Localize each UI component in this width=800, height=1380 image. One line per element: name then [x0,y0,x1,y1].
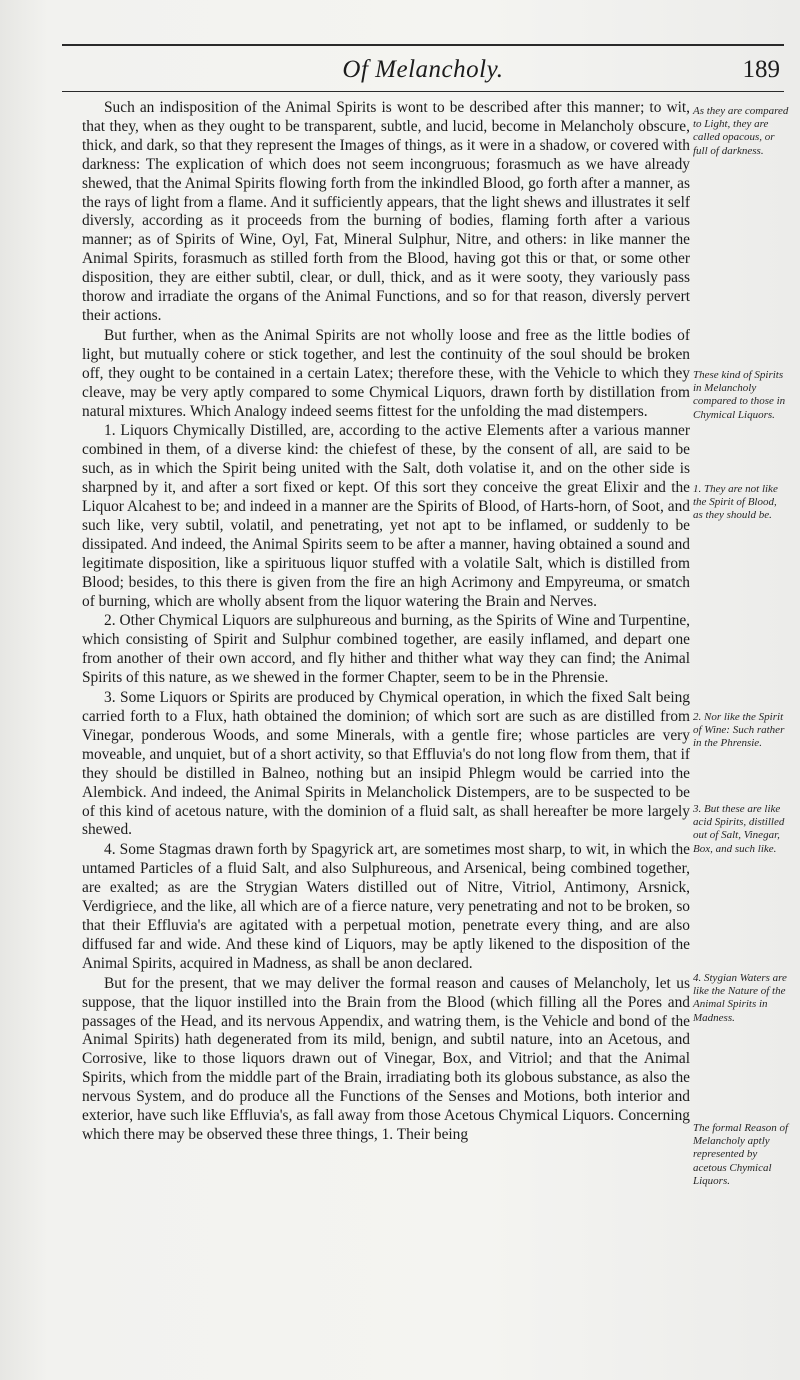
margin-note: 1. They are not like the Spirit of Blood, as they should be. [693,483,778,522]
margin-note: These kind of Spirits in Melancholy compared to those in Chymical Liquors. [693,369,786,421]
paragraph-latex: But further, when as the Animal Spirits are not wholly loose and free as the little bodies of light, but mutually cohere or stick together, and lest the continuity of the soul should be broken off, they ought to be contained in a certain Latex; therefore these, with the Vehicle to which they cleave, may be very aptly compared to some Chymical Liquors, drawn forth by distillation from natural mixtures. Which Analogy indeed seems fittest for the unfolding the mad distempers. [82,326,690,420]
margin-note: The formal Reason of Melancholy aptly represented by acetous Chymical Liquors. [693,1122,789,1187]
margin-note: 2. Nor like the Spirit of Wine: Such rather in the Phrensie. [693,711,785,750]
page-number: 189 [742,56,780,83]
margin-note: 3. But these are like acid Spirits, distilled out of Salt, Vinegar, Box, and such like. [693,803,785,855]
paragraph-formal-reason: But for the present, that we may deliver the formal reason and causes of Melancholy, let us suppose, that the liquor instilled into the Brain from the Blood (which filling all the Pores and passages of the Head, and its nervous Appendix, and watring them, is the Vehicle and bond of the Animal Spirits) hath degenerated from its mild, benign, and subtil nature, into an Acetous, and Corrosive, like to those liquors drawn out of Vinegar, Box, and Vitriol; and that the Animal Spirits, which from the middle part of the Brain, irradiating both its globous substance, as also the nervous System, and do produce all the Functions of the Senses and Motions, both interior and exterior, have such like Effluvia's, as fall away from those Acetous Chymical Liquors. Concerning which there may be observed these three things, 1. Their being [82,974,690,1143]
running-title: Of Melancholy. [342,56,504,83]
margin-note: As they are compared to Light, they are called opacous, or full of darkness. [693,105,789,157]
margin-note: 4. Stygian Waters are like the Nature of the Animal Spirits in Madness. [693,972,787,1024]
page-header [62,50,784,90]
top-border-rule [62,44,784,46]
main-text-column [82,99,690,1145]
header-rule [62,91,784,92]
paragraph-item-4: 4. Some Stagmas drawn forth by Spagyrick art, are sometimes most sharp, to wit, in which the untamed Particles of a fluid Salt, and also Sulphureous, and Arsenical, being combined together, are exalted; as are the Strygian Waters distilled out of Nitre, Vitriol, Antimony, Arsnick, Verdigriece, and the like, all which are of a fierce nature, very penetrating and not to be broken, so that their Effluvia's are agitated with a perpetual motion, penetrate every thing, and are also diffused far and wide. And these kind of Liquors, may be aptly likened to the disposition of the Animal Spirits, acquired in Madness, as shall be anon declared. [82,841,690,972]
paragraph-item-3: 3. Some Liquors or Spirits are produced by Chymical operation, in which the fixed Salt being carried forth to a Flux, hath obtained the dominion; of which sort are such as are distilled from Vinegar, ponderous Woods, and some Minerals, with a gentle fire; whose particles are very moveable, and unquiet, but of a short activity, so that Effluvia's do not long flow from them, that if they should be distilled in Balneo, nothing but an insipid Phlegm would be carried into the Alembick. And indeed, the Animal Spirits in Melancholick Distempers, are to be suspected to be of this kind of acetous nature, with the dominion of a fluid salt, as shall hereafter be more largely shewed. [82,689,690,839]
paragraph-item-2: 2. Other Chymical Liquors are sulphureous and burning, as the Spirits of Wine and Turpentine, which consisting of Spirit and Sulphur combined together, are easily inflamed, and depart one from another of their own accord, and fly hither and thither what way they can find; the Animal Spirits of this nature, as we shewed in the former Chapter, seem to be in the Phrensie. [82,612,690,687]
paragraph-intro: Such an indisposition of the Animal Spirits is wont to be described after this manner; to wit, that they, when as they ought to be transparent, subtle, and lucid, become in Melancholy obscure, thick, and dark, so that they represent the Images of things, as it were in a shadow, or covered with darkness: The explication of which does not seem incongruous; forasmuch as we have already shewed, that the Animal Spirits flowing forth from the inkindled Blood, go forth after a manner, as the rays of light from a flame. And it sufficiently appears, that the light shews and illustrates it self diversly, according as it proceeds from the burning of bodies, flaming forth after a various manner; as of Spirits of Wine, Oyl, Fat, Mineral Sulphur, Nitre, and others: in like manner the Animal Spirits, forasmuch as stilled forth from the Blood, having got this or that, or some other disposition, they are either subtil, clear, or dull, thick, and as it were sooty, they variously pass thorow and irradiate the organs of the Animal Functions, and so for that reason, diversly pervert their actions. [82,99,690,324]
paragraph-item-1: 1. Liquors Chymically Distilled, are, according to the active Elements after a various manner combined in them, of a diverse kind: the chiefest of these, by the consent of all, are said to be such, as in which the Spirit being united with the Salt, doth volatise it, and on the other side is sharpned by it, and after a sort fixed or kept. Of this sort they conceive the great Elixir and the Liquor Alcahest to be; and indeed in a manner are the Spirits of Blood, of Harts-horn, of Soot, and such like, very subtil, volatil, and penetrating, yet not apt to be inflamed, or suddenly to be dissipated. And indeed, the Animal Spirits seem to be after a manner, having obtained a sound and legitimate disposition, like a spirituous liquor stuffed with a volatile Salt, which is distilled from Blood; besides, to this there is given from the fire an high Acrimony and Empyreuma, or smatch of burning, which are wholly absent from the liquor watering the Brain and Nerves. [82,422,690,610]
